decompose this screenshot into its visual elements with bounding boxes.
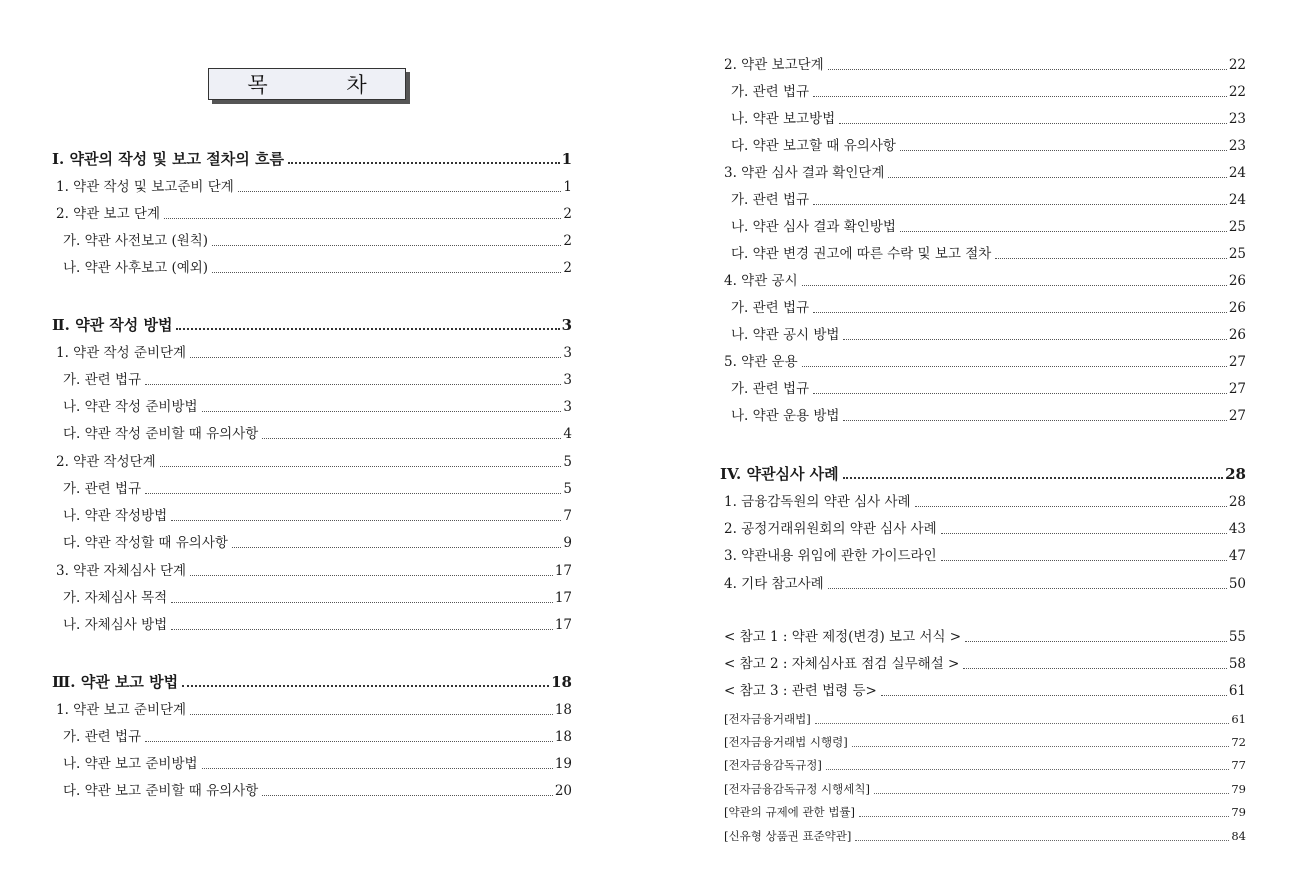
- dot-leader: [190, 357, 561, 358]
- toc-entry-label: 다. 약관 변경 권고에 따른 수락 및 보고 절차: [731, 246, 992, 262]
- toc-page-number: 61: [1231, 712, 1246, 726]
- toc-entry-label: 1. 약관 작성 및 보고준비 단계: [56, 179, 234, 195]
- dot-leader: [881, 695, 1227, 696]
- toc-entry: [63, 754, 572, 774]
- dot-leader: [828, 69, 1227, 70]
- toc-entry: [724, 492, 1246, 512]
- toc-heading: [52, 149, 572, 169]
- toc-entry: [63, 781, 572, 801]
- dot-leader: [171, 520, 561, 521]
- toc-page-number: 24: [1228, 192, 1246, 208]
- toc-entry-label: [전자금융거래법 시행령]: [724, 735, 848, 749]
- toc-page-number: 43: [1228, 521, 1246, 537]
- toc-entry: [724, 574, 1246, 594]
- toc-entry-label: 2. 약관 보고단계: [724, 57, 824, 73]
- dot-leader: [813, 393, 1227, 394]
- toc-entry-label: 가. 관련 법규: [63, 481, 142, 497]
- toc-entry-label: 2. 약관 보고 단계: [56, 206, 160, 222]
- dot-leader: [843, 420, 1226, 421]
- dot-leader: [843, 477, 1223, 479]
- toc-entry-label: IV. 약관심사 사례: [720, 465, 839, 483]
- dot-leader: [212, 272, 561, 273]
- toc-entry-label: 2. 약관 작성단계: [56, 454, 156, 470]
- toc-entry-label: Ⅲ. 약관 보고 방법: [52, 673, 179, 691]
- toc-entry: [56, 561, 572, 581]
- toc-heading: [52, 672, 572, 692]
- toc-entry-label: 2. 공정거래위원회의 약관 심사 사례: [724, 521, 937, 537]
- toc-entry: [724, 802, 1246, 822]
- toc-page-number: 79: [1231, 782, 1246, 796]
- toc-page-number: 27: [1228, 381, 1246, 397]
- toc-title-box: [208, 68, 406, 100]
- toc-page-number: 2: [563, 260, 572, 276]
- toc-heading: [52, 315, 572, 335]
- toc-page-number: 26: [1228, 327, 1246, 343]
- toc-entry-label: 나. 자체심사 방법: [63, 617, 168, 633]
- page-title: 목 차: [247, 73, 403, 97]
- toc-entry: [63, 370, 572, 390]
- toc-entry-label: 가. 관련 법규: [731, 381, 810, 397]
- dot-leader: [843, 339, 1226, 340]
- toc-entry-label: 3. 약관내용 위임에 관한 가이드라인: [724, 548, 937, 564]
- toc-entry-label: 나. 약관 보고방법: [731, 111, 836, 127]
- toc-page-number: 1: [563, 179, 572, 195]
- toc-page-number: 27: [1228, 408, 1246, 424]
- toc-entry: [63, 479, 572, 499]
- dot-leader: [900, 150, 1227, 151]
- dot-leader: [900, 231, 1227, 232]
- dot-leader: [813, 312, 1227, 313]
- toc-page-number: 47: [1228, 548, 1246, 564]
- dot-leader: [262, 795, 553, 796]
- dot-leader: [212, 245, 561, 246]
- toc-entry: [731, 244, 1246, 264]
- toc-entry-label: 나. 약관 공시 방법: [731, 327, 840, 343]
- toc-page-number: 17: [554, 590, 572, 606]
- toc-entry-label: 1. 금융감독원의 약관 심사 사례: [724, 494, 911, 510]
- toc-entry-label: 나. 약관 심사 결과 확인방법: [731, 219, 896, 235]
- dot-leader: [190, 714, 553, 715]
- toc-entry: [724, 779, 1246, 799]
- toc-page-number: 7: [563, 508, 572, 524]
- toc-entry-label: 가. 관련 법규: [731, 300, 810, 316]
- dot-leader: [238, 191, 562, 192]
- toc-entry-label: 가. 관련 법규: [731, 84, 810, 100]
- dot-leader: [171, 602, 553, 603]
- toc-entry-label: 나. 약관 운용 방법: [731, 408, 840, 424]
- toc-entry: [56, 343, 572, 363]
- toc-entry-label: [전자금융거래법]: [724, 712, 811, 726]
- toc-page-number: 18: [554, 702, 572, 718]
- toc-entry: [56, 700, 572, 720]
- dot-leader: [915, 506, 1227, 507]
- dot-leader: [190, 575, 553, 576]
- dot-leader: [202, 768, 553, 769]
- toc-entry: [63, 727, 572, 747]
- toc-page-number: 61: [1228, 683, 1246, 699]
- toc-page-number: 5: [563, 481, 572, 497]
- toc-entry: [56, 204, 572, 224]
- toc-page-number: 22: [1228, 57, 1246, 73]
- toc-entry-label: [신유형 상품권 표준약관]: [724, 829, 852, 843]
- toc-page-number: 3: [563, 372, 572, 388]
- toc-entry: [63, 588, 572, 608]
- dot-leader: [941, 560, 1227, 561]
- toc-page-number: 9: [563, 535, 572, 551]
- toc-entry-label: 나. 약관 사후보고 (예외): [63, 260, 209, 276]
- toc-entry-label: < 참고 1 : 약관 제정(변경) 보고 서식 >: [724, 629, 962, 645]
- toc-entry-label: < 참고 3 : 관련 법령 등>: [724, 683, 877, 699]
- dot-leader: [145, 493, 561, 494]
- toc-entry-label: [약관의 규제에 관한 법률]: [724, 805, 856, 819]
- toc-entry: [724, 654, 1246, 674]
- toc-entry: [724, 55, 1246, 75]
- toc-page-number: 4: [563, 426, 572, 442]
- toc-entry-label: 다. 약관 보고할 때 유의사항: [731, 138, 896, 154]
- toc-entry-label: 가. 자체심사 목적: [63, 590, 168, 606]
- dot-leader: [160, 466, 562, 467]
- toc-page-number: 25: [1228, 219, 1246, 235]
- toc-page-number: 25: [1228, 246, 1246, 262]
- toc-page-number: 3: [563, 345, 572, 361]
- toc-entry: [56, 177, 572, 197]
- toc-entry: [731, 190, 1246, 210]
- toc-entry-label: [전자금융감독규정]: [724, 758, 822, 772]
- dot-leader: [802, 285, 1227, 286]
- toc-entry: [731, 217, 1246, 237]
- toc-page-number: 50: [1228, 576, 1246, 592]
- toc-page-number: 58: [1228, 656, 1246, 672]
- dot-leader: [852, 746, 1230, 747]
- toc-page-number: 17: [554, 563, 572, 579]
- dot-leader: [965, 641, 1227, 642]
- toc-page-number: 72: [1231, 735, 1246, 749]
- dot-leader: [176, 328, 559, 330]
- toc-page-number: 3: [563, 399, 572, 415]
- dot-leader: [813, 204, 1227, 205]
- toc-page-number: 23: [1228, 111, 1246, 127]
- toc-entry: [724, 163, 1246, 183]
- dot-leader: [995, 258, 1226, 259]
- dot-leader: [859, 816, 1229, 817]
- toc-entry-label: 가. 관련 법규: [63, 729, 142, 745]
- toc-entry-label: [전자금융감독규정 시행세칙]: [724, 782, 870, 796]
- toc-entry: [724, 732, 1246, 752]
- dot-leader: [232, 547, 561, 548]
- toc-page-number: 55: [1228, 629, 1246, 645]
- toc-page-number: 26: [1228, 273, 1246, 289]
- toc-page-number: 22: [1228, 84, 1246, 100]
- toc-page-number: 27: [1228, 354, 1246, 370]
- toc-entry: [731, 298, 1246, 318]
- toc-page-number: 24: [1228, 165, 1246, 181]
- dot-leader: [202, 411, 562, 412]
- toc-entry: [724, 627, 1246, 647]
- toc-page-number: 18: [554, 729, 572, 745]
- toc-entry-label: 다. 약관 작성 준비할 때 유의사항: [63, 426, 259, 442]
- dot-leader: [288, 162, 560, 164]
- dot-leader: [815, 723, 1230, 724]
- dot-leader: [171, 629, 553, 630]
- toc-entry: [724, 546, 1246, 566]
- dot-leader: [855, 840, 1229, 841]
- dot-leader: [802, 366, 1227, 367]
- toc-entry-label: Ⅱ. 약관 작성 방법: [52, 316, 173, 334]
- toc-entry: [731, 325, 1246, 345]
- dot-leader: [145, 741, 553, 742]
- toc-page-number: 17: [554, 617, 572, 633]
- toc-page-number: 18: [551, 673, 572, 691]
- toc-entry-label: 4. 기타 참고사례: [724, 576, 824, 592]
- toc-page-number: 1: [561, 150, 572, 168]
- dot-leader: [839, 123, 1227, 124]
- dot-leader: [941, 533, 1227, 534]
- toc-page-number: 28: [1228, 494, 1246, 510]
- toc-page-number: 77: [1231, 758, 1246, 772]
- toc-page-number: 2: [563, 233, 572, 249]
- toc-page-number: 19: [554, 756, 572, 772]
- toc-entry-label: 다. 약관 작성할 때 유의사항: [63, 535, 228, 551]
- toc-entry-label: 나. 약관 작성방법: [63, 508, 168, 524]
- toc-page-number: 26: [1228, 300, 1246, 316]
- toc-entry-label: < 참고 2 : 자체심사표 점검 실무해설 >: [724, 656, 960, 672]
- toc-entry-label: 4. 약관 공시: [724, 273, 798, 289]
- toc-entry-label: 3. 약관 자체심사 단계: [56, 563, 187, 579]
- toc-entry: [724, 709, 1246, 729]
- toc-entry: [63, 397, 572, 417]
- toc-entry: [731, 379, 1246, 399]
- toc-entry: [731, 109, 1246, 129]
- toc-entry: [63, 231, 572, 251]
- toc-entry-label: 가. 관련 법규: [731, 192, 810, 208]
- dot-leader: [164, 218, 561, 219]
- toc-entry: [724, 681, 1246, 701]
- toc-entry: [731, 136, 1246, 156]
- toc-entry-label: 가. 관련 법규: [63, 372, 142, 388]
- toc-page-number: 28: [1225, 465, 1246, 483]
- dot-leader: [826, 769, 1230, 770]
- toc-entry: [63, 533, 572, 553]
- toc-entry: [63, 258, 572, 278]
- toc-entry-label: Ⅰ. 약관의 작성 및 보고 절차의 흐름: [52, 150, 284, 168]
- toc-entry-label: 5. 약관 운용: [724, 354, 798, 370]
- toc-entry-label: 가. 약관 사전보고 (원칙): [63, 233, 209, 249]
- dot-leader: [262, 438, 561, 439]
- toc-entry: [724, 519, 1246, 539]
- toc-entry: [724, 755, 1246, 775]
- toc-entry: [724, 271, 1246, 291]
- toc-page-number: 3: [561, 316, 572, 334]
- dot-leader: [813, 96, 1227, 97]
- toc-page-number: 2: [563, 206, 572, 222]
- toc-page-number: 84: [1231, 829, 1246, 843]
- toc-page-number: 23: [1228, 138, 1246, 154]
- toc-heading: [720, 464, 1246, 484]
- toc-entry-label: 1. 약관 보고 준비단계: [56, 702, 187, 718]
- toc-entry: [63, 615, 572, 635]
- dot-leader: [888, 177, 1226, 178]
- dot-leader: [963, 668, 1226, 669]
- toc-entry: [731, 82, 1246, 102]
- toc-page-number: 79: [1231, 805, 1246, 819]
- dot-leader: [874, 793, 1229, 794]
- toc-entry-label: 나. 약관 작성 준비방법: [63, 399, 198, 415]
- toc-entry: [724, 826, 1246, 846]
- toc-entry-label: 1. 약관 작성 준비단계: [56, 345, 187, 361]
- toc-entry: [731, 406, 1246, 426]
- toc-entry: [724, 352, 1246, 372]
- dot-leader: [828, 588, 1227, 589]
- toc-entry: [63, 424, 572, 444]
- dot-leader: [145, 384, 561, 385]
- toc-entry: [63, 506, 572, 526]
- toc-page-number: 20: [554, 783, 572, 799]
- toc-entry-label: 3. 약관 심사 결과 확인단계: [724, 165, 885, 181]
- toc-entry: [56, 452, 572, 472]
- toc-entry-label: 다. 약관 보고 준비할 때 유의사항: [63, 783, 259, 799]
- toc-page-number: 5: [563, 454, 572, 470]
- dot-leader: [182, 685, 549, 687]
- toc-entry-label: 나. 약관 보고 준비방법: [63, 756, 198, 772]
